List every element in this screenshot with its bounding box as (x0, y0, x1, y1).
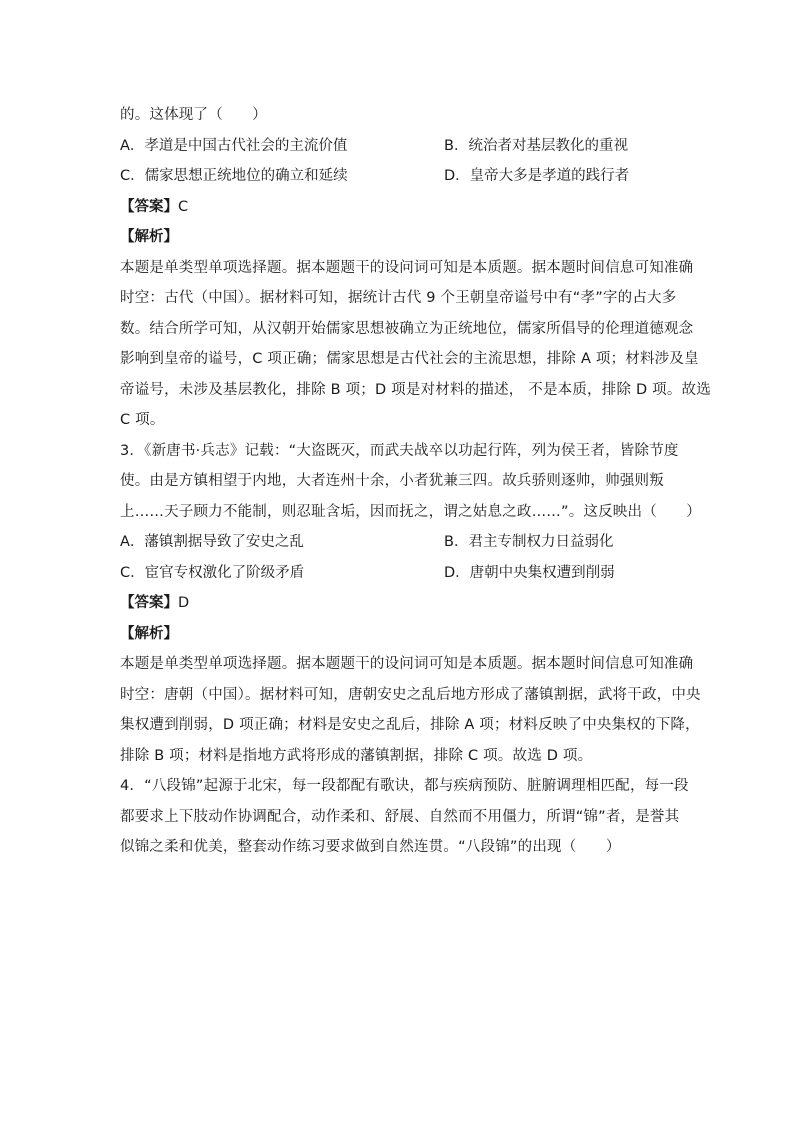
q3-analysis-heading (120, 619, 680, 650)
q2-analysis-line: C 项。 (120, 412, 165, 428)
q2-answer: C (178, 198, 189, 215)
q2-option-c: C．儒家思想正统地位的确立和延续 (120, 168, 348, 184)
q2-stem-tail: 的。这体现了（ ） (120, 107, 267, 123)
q2-option-b: B．统治者对基层教化的重视 (444, 137, 628, 154)
q2-option-d: D．皇帝大多是孝道的践行者 (444, 168, 630, 184)
q3-stem-line: 使。由是方镇相望于内地，大者连州十余，小者犹兼三四。故兵骄则逐帅，帅强则叛 (120, 473, 664, 489)
q3-answer-tag: 【答案】 (120, 595, 178, 611)
q3-answer: D (178, 595, 190, 611)
q2-analysis-line: 本题是单类型单项选择题。据本题题干的设问词可知是本质题。据本题时间信息可知准确 (120, 259, 694, 276)
q3-options-row-2 (120, 558, 680, 589)
q3-analysis-line: 排除 B 项；材料是指地方武将形成的藩镇割据，排除 C 项。故选 D 项。 (120, 747, 593, 764)
q3-option-b: B．君主专制权力日益弱化 (444, 534, 614, 550)
q3-option-d: D．唐朝中央集权遭到削弱 (444, 564, 615, 581)
q2-answer-tag: 【答案】 (120, 198, 178, 215)
q2-analysis-line: 数。结合所学可知，从汉朝开始儒家思想被确立为正统地位，儒家所倡导的伦理道德观念 (120, 320, 694, 337)
q3-option-a: A．藩镇割据导致了安史之乱 (120, 534, 304, 550)
q2-option-a: A．孝道是中国古代社会的主流价值 (120, 137, 348, 154)
q4-stem-line: 都要求上下肢动作协调配合，动作柔和、舒展、自然而不用僵力，所谓“锦”者，是誉其 (120, 808, 680, 825)
q3-option-c: C．宦官专权激化了阶级矛盾 (120, 564, 305, 581)
q4-stem-line: 4．“八段锦”起源于北宋，每一段都配有歌诀，都与疾病预防、脏腑调理相匹配，每一段 (120, 778, 689, 794)
q3-analysis-line: 集权遭到削弱，D 项正确；材料是安史之乱后，排除 A 项；材料反映了中央集权的下降， (120, 717, 700, 733)
document-page (120, 100, 711, 863)
q2-analysis-line: 时空：古代（中国）。据材料可知，据统计古代 9 个王朝皇帝谥号中有“孝”字的占大多 (120, 290, 677, 306)
q2-options-row-1 (120, 131, 680, 162)
q3-options-row-1 (120, 527, 680, 558)
q3-analysis-tag: 【解析】 (120, 625, 178, 642)
q2-analysis-tag: 【解析】 (120, 229, 178, 245)
q4-stem-line: 似锦之柔和优美，整套动作练习要求做到自然连贯。“八段锦”的出现（ ） (120, 839, 621, 855)
q3-analysis-line: 本题是单类型单项选择题。据本题题干的设问词可知是本质题。据本题时间信息可知准确 (120, 656, 694, 672)
q2-analysis-heading (120, 222, 680, 253)
q2-analysis-line: 帝谥号，未涉及基层教化，排除 B 项；D 项是对材料的描述， 不是本质，排除 D 项。故选 (120, 381, 711, 398)
q2-answer-line (120, 192, 680, 223)
q3-answer-line (120, 588, 680, 619)
q3-analysis-line: 时空：唐朝（中国）。据材料可知，唐朝安史之乱后地方形成了藩镇割据，武将干政，中央 (120, 686, 701, 703)
q3-stem-line: 上……天子顾力不能制，则忍耻含垢，因而抚之，谓之姑息之政……”。这反映出（ ） (120, 503, 702, 520)
q2-analysis-line: 影响到皇帝的谥号，C 项正确；儒家思想是古代社会的主流思想，排除 A 项；材料涉及皇 (120, 351, 699, 367)
q3-stem-line: 3．《新唐书·兵志》记载：“大盗既灭，而武夫战卒以功起行阵，列为侯王者，皆除节度 (120, 442, 679, 459)
q2-options-row-2 (120, 161, 680, 192)
